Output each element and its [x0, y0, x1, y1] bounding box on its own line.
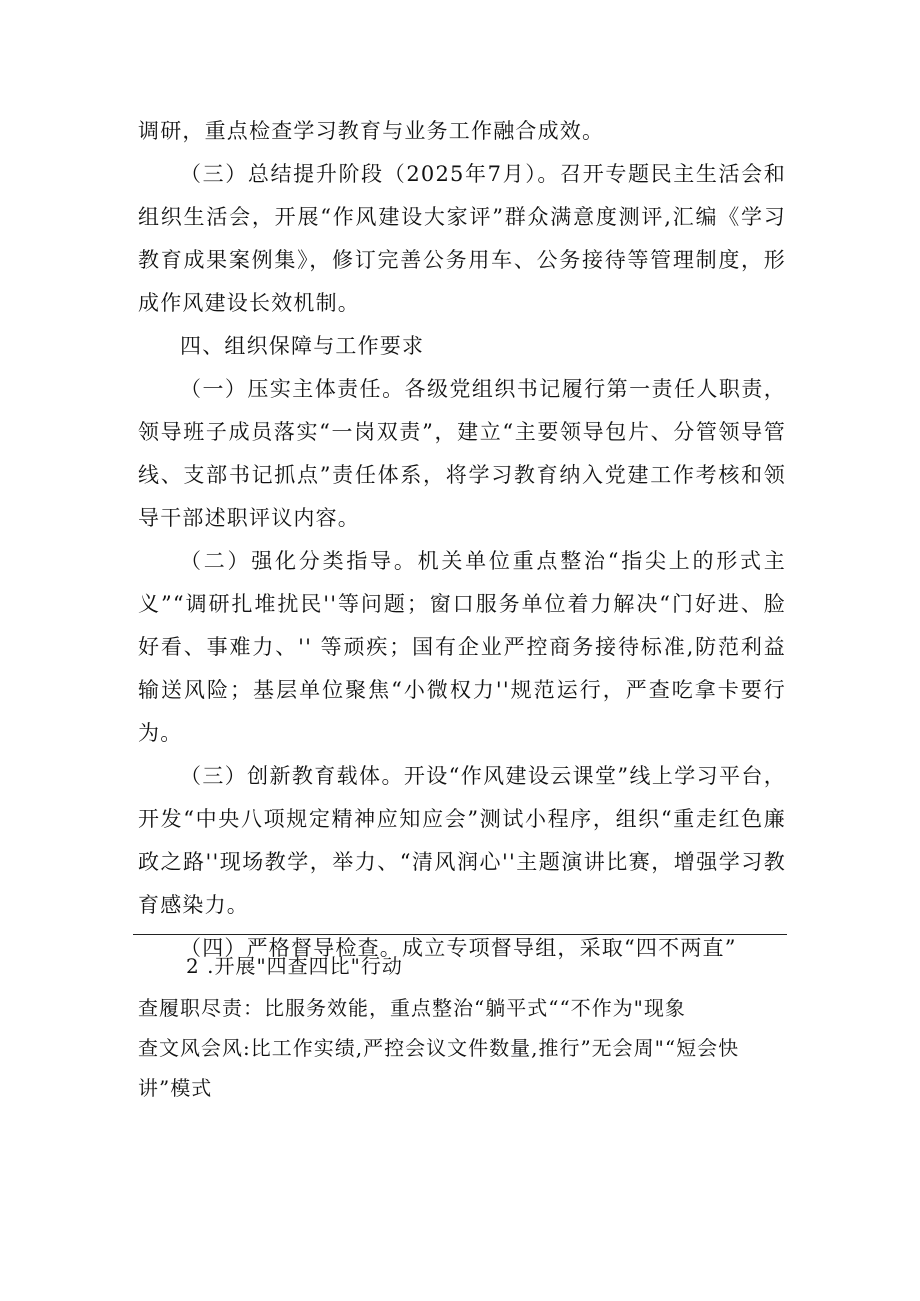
footnote-line-2: 查文风会风:比工作实绩,严控会议文件数量,推行”无会周"“短会快讲”模式 — [138, 1036, 740, 1100]
footnote-divider — [133, 934, 787, 935]
paragraph-education-carrier: （三）创新教育载体。开设“作风建设云课堂”线上学习平台，开发“中央八项规定精神应知应会”测试小程序，组织“重走红色廉政之路''现场教学，举力、“清风润心''主题演讲比赛，增强学习教育感染力。 — [138, 764, 786, 917]
paragraph-guidance: （二）强化分类指导。机关单位重点整治“指尖上的形式主义”“调研扎堆扰民''等问题；窗口服务单位着力解决“门好进、脸好看、事难力、'' 等顽疾；国有企业严控商务接待标准,防范利益输送风险；基层单位聚焦“小微权力''规范运行，严查吃拿卡要行为。 — [138, 549, 786, 745]
paragraph-responsibility: （一）压实主体责任。各级党组织书记履行第一责任人职责，领导班子成员落实“一岗双责”，建立“主要领导包片、分管领导管线、支部书记抓点”责任体系，将学习教育纳入党建工作考核和领导干部述职评议内容。 — [138, 377, 786, 530]
paragraph-supervision: （四）严格督导检查。成立专项督导组，采取“四不两直” — [180, 936, 737, 960]
footnote-line-1: 查履职尽责：比服务效能，重点整治“躺平式““不作为"现象 — [138, 996, 686, 1020]
section-heading-four: 四、组织保障与工作要求 — [180, 334, 425, 358]
paragraph-stage-three: （三）总结提升阶段（2025年7月）。召开专题民主生活会和组织生活会，开展“作风建设大家评”群众满意度测评,汇编《学习教育成果案例集》，修订完善公务用车、公务接待等管理制度，形成作风建设长效机制。 — [138, 162, 786, 315]
footnote-title: 2 .开展"四查四比"行动 — [186, 954, 403, 978]
paragraph-continuation: 调研，重点检查学习教育与业务工作融合成效。 — [138, 119, 605, 143]
footnote-area — [138, 946, 786, 1108]
main-text — [138, 110, 786, 970]
